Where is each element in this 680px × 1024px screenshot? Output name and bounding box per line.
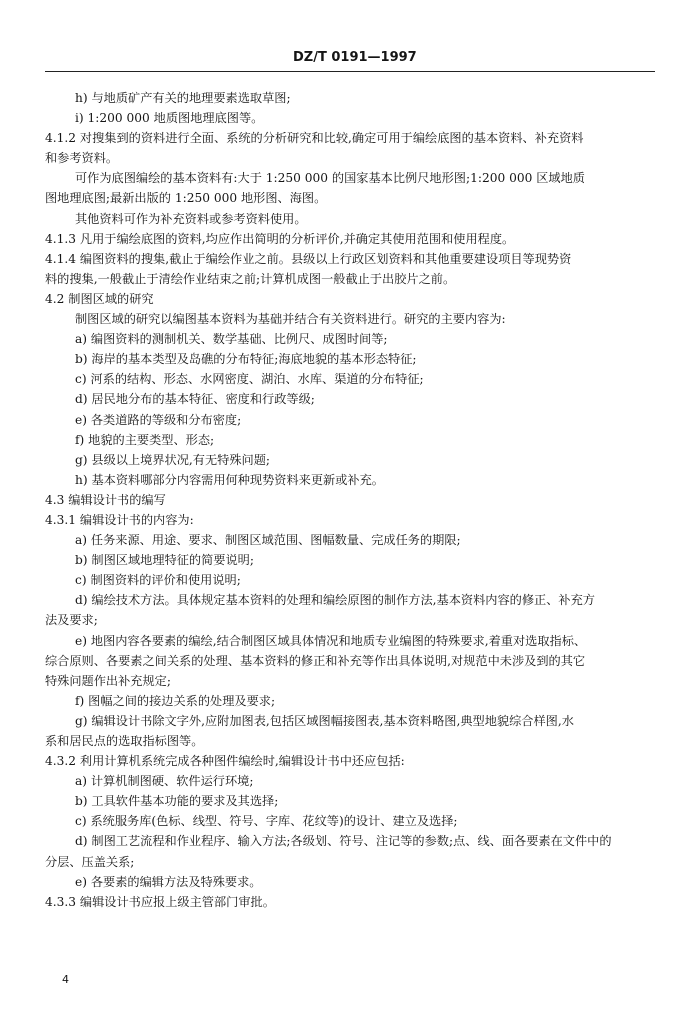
text-line: 4.1.2 对搜集到的资料进行全面、系统的分析研究和比较,确定可用于编绘底图的基本资料、补充资料 — [45, 131, 584, 146]
text-line: a) 计算机制图硬、软件运行环境; — [75, 774, 254, 789]
text-line: c) 制图资料的评价和使用说明; — [75, 573, 241, 588]
text-line: e) 地图内容各要素的编绘,结合制图区域具体情况和地质专业编图的特殊要求,着重对选取指标、 — [75, 633, 587, 648]
standard-code-header: DZ/T 0191—1997 — [293, 50, 417, 65]
text-line: 料的搜集,一般截止于清绘作业结束之前;计算机成图一般截止于出胶片之前。 — [45, 271, 456, 286]
text-line: d) 制图工艺流程和作业程序、输入方法;各级划、符号、注记等的参数;点、线、面各要素在文件中的 — [75, 834, 612, 849]
text-line: d) 编绘技术方法。具体规定基本资料的处理和编绘原图的制作方法,基本资料内容的修正、补充方 — [75, 593, 595, 608]
text-line: g) 县级以上境界状况,有无特殊问题; — [75, 452, 271, 467]
text-line: c) 河系的结构、形态、水网密度、湖泊、水库、渠道的分布特征; — [75, 372, 424, 387]
text-line: 4.1.4 编图资料的搜集,截止于编绘作业之前。县级以上行政区划资料和其他重要建设项目等现势资 — [45, 251, 572, 266]
text-line: f) 地貌的主要类型、形态; — [75, 432, 215, 447]
text-line: 法及要求; — [45, 613, 98, 628]
text-line: 4.3.3 编辑设计书应报上级主管部门审批。 — [45, 894, 275, 909]
text-line: 系和居民点的选取指标图等。 — [45, 734, 204, 748]
text-line: a) 编图资料的测制机关、数学基础、比例尺、成图时间等; — [75, 332, 388, 347]
text-line: d) 居民地分布的基本特征、密度和行政等级; — [75, 392, 315, 407]
text-line: e) 各要素的编辑方法及特殊要求。 — [75, 874, 262, 889]
text-line: 4.3.1 编辑设计书的内容为: — [45, 512, 194, 527]
text-line: 4.3.2 利用计算机系统完成各种图件编绘时,编辑设计书中还应包括: — [45, 754, 405, 769]
text-line: i) 1:200 000 地质图地理底图等。 — [75, 111, 264, 126]
text-line: 分层、压盖关系; — [45, 854, 135, 869]
text-line: 4.3 编辑设计书的编写 — [45, 492, 166, 507]
text-line: 其他资料可作为补充资料或参考资料使用。 — [75, 211, 307, 226]
text-line: 4.2 制图区域的研究 — [45, 291, 154, 306]
text-line: 4.1.3 凡用于编绘底图的资料,均应作出简明的分析评价,并确定其使用范围和使用程度。 — [45, 231, 515, 246]
text-line: 综合原则、各要素之间关系的处理、基本资料的修正和补充等作出具体说明,对规范中未涉及到的其它 — [45, 653, 586, 668]
text-line: f) 图幅之间的接边关系的处理及要求; — [75, 693, 276, 708]
text-line: g) 编辑设计书除文字外,应附加图表,包括区域图幅接图表,基本资料略图,典型地貌综合样图,水 — [75, 713, 574, 728]
document-body — [45, 88, 655, 912]
text-line: b) 制图区域地理特征的简要说明; — [75, 553, 254, 568]
text-line: 图地理底图;最新出版的 1:250 000 地形图、海图。 — [45, 191, 327, 206]
text-line: a) 任务来源、用途、要求、制图区域范围、图幅数量、完成任务的期限; — [75, 533, 461, 548]
text-line: e) 各类道路的等级和分布密度; — [75, 412, 242, 427]
text-line: h) 基本资料哪部分内容需用何种现势资料来更新或补充。 — [75, 472, 384, 487]
text-line: b) 工具软件基本功能的要求及其选择; — [75, 794, 279, 809]
text-line: 特殊问题作出补充规定; — [45, 673, 171, 688]
header-rule — [45, 71, 655, 72]
text-line: 制图区域的研究以编图基本资料为基础并结合有关资料进行。研究的主要内容为: — [75, 312, 506, 327]
text-line: 和参考资料。 — [45, 151, 119, 166]
text-line: c) 系统服务库(色标、线型、符号、字库、花纹等)的设计、建立及选择; — [75, 814, 458, 829]
page-number: 4 — [62, 973, 69, 986]
text-line: b) 海岸的基本类型及岛礁的分布特征;海底地貌的基本形态特征; — [75, 352, 417, 367]
text-line: h) 与地质矿产有关的地理要素选取草图; — [75, 91, 291, 105]
text-line: 可作为底图编绘的基本资料有:大于 1:250 000 的国家基本比例尺地形图;1:200 000 区域地质 — [75, 171, 585, 186]
